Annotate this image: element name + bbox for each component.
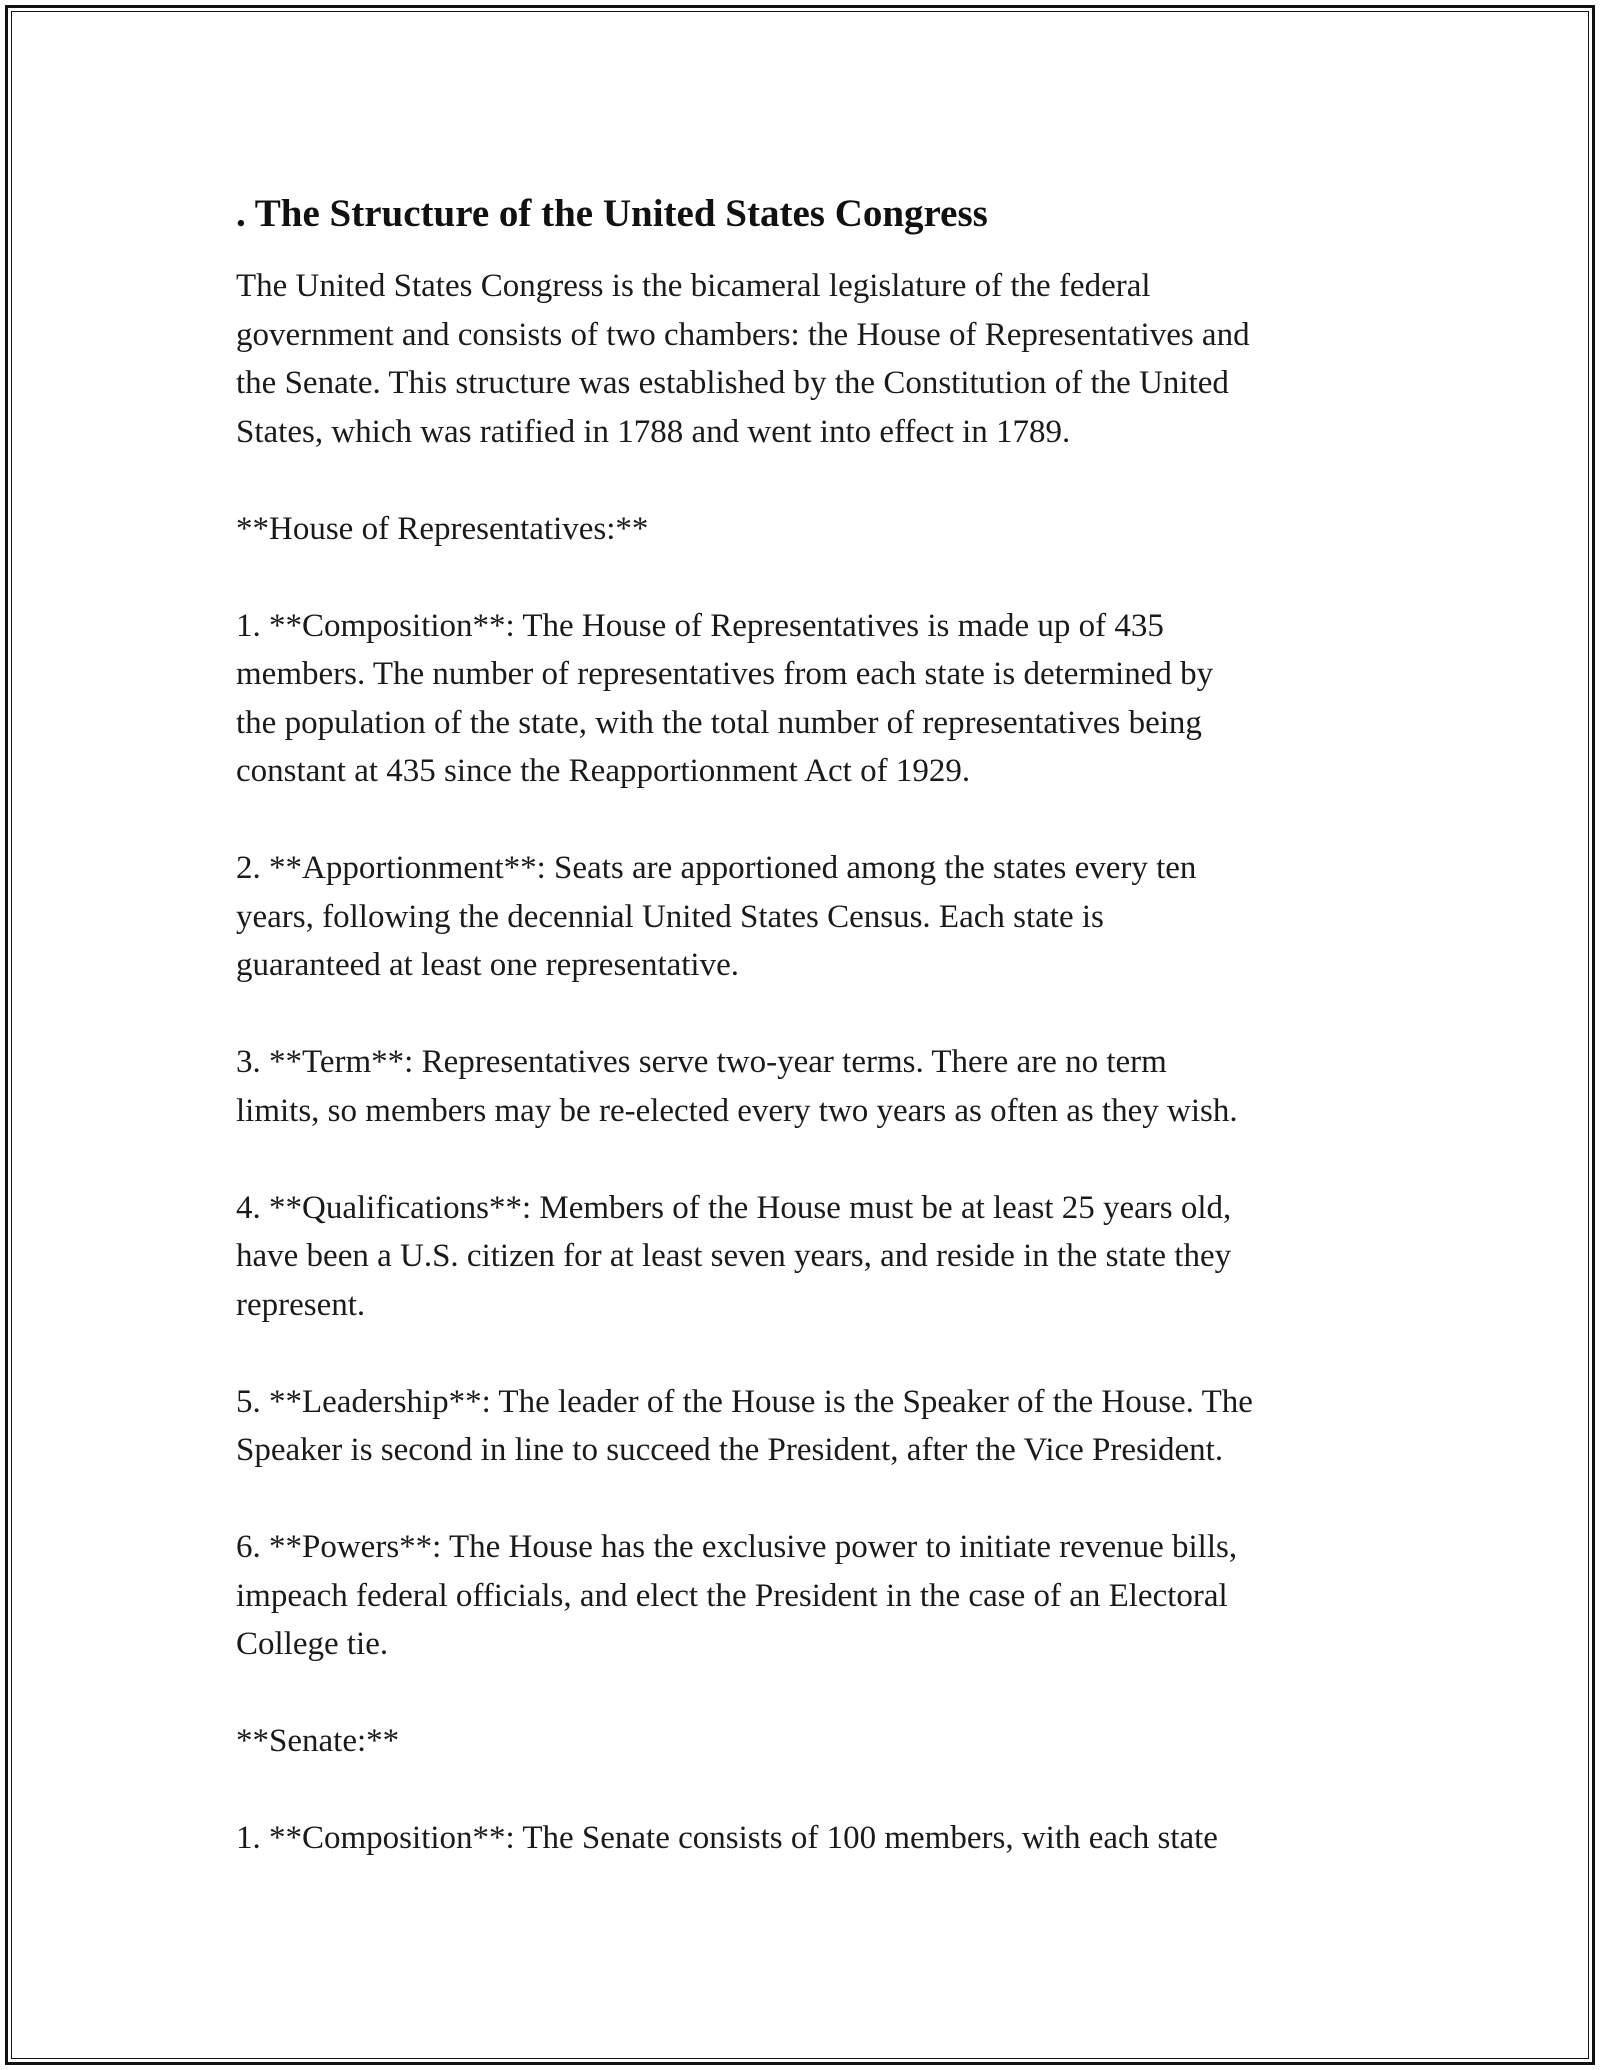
senate-heading bbox=[236, 1717, 1396, 1766]
house-powers-item bbox=[236, 1523, 1396, 1669]
text-line: States, which was ratified in 1788 and went into effect in 1789. bbox=[236, 413, 1071, 450]
house-qualifications-item bbox=[236, 1184, 1396, 1330]
house-apportionment-item bbox=[236, 844, 1396, 990]
document-body bbox=[236, 186, 1396, 1911]
text-line: 3. **Term**: Representatives serve two-year terms. There are no term bbox=[236, 1044, 1167, 1080]
text-line: government and consists of two chambers: the House of Representatives and bbox=[236, 316, 1250, 353]
section-heading: **House of Representatives:** bbox=[236, 510, 649, 547]
text-line: the population of the state, with the total number of representatives being bbox=[236, 704, 1202, 741]
text-line: 1. **Composition**: The Senate consists of 100 members, with each state bbox=[236, 1820, 1218, 1856]
text-line: 1. **Composition**: The House of Representatives is made up of 435 bbox=[236, 607, 1164, 644]
text-line: Speaker is second in line to succeed the President, after the Vice President. bbox=[236, 1432, 1224, 1468]
section-heading: **Senate:** bbox=[236, 1723, 400, 1759]
text-line: 6. **Powers**: The House has the exclusive power to initiate revenue bills, bbox=[236, 1529, 1238, 1565]
senate-composition-item bbox=[236, 1814, 1396, 1863]
text-line: impeach federal officials, and elect the President in the case of an Electoral bbox=[236, 1577, 1228, 1614]
text-line: represent. bbox=[236, 1286, 366, 1323]
house-term-item bbox=[236, 1038, 1396, 1135]
text-line: 4. **Qualifications**: Members of the House must be at least 25 years old, bbox=[236, 1189, 1232, 1226]
text-line: College tie. bbox=[236, 1626, 389, 1662]
house-composition-item bbox=[236, 602, 1396, 796]
text-line: the Senate. This structure was established by the Constitution of the United bbox=[236, 365, 1229, 401]
house-leadership-item bbox=[236, 1378, 1396, 1475]
text-line: constant at 435 since the Reapportionment Act of 1929. bbox=[236, 753, 971, 789]
intro-paragraph bbox=[236, 262, 1396, 456]
text-line: guaranteed at least one representative. bbox=[236, 947, 739, 983]
text-line: years, following the decennial United States Census. Each state is bbox=[236, 898, 1104, 935]
text-line: The United States Congress is the bicameral legislature of the federal bbox=[236, 268, 1151, 304]
house-heading bbox=[236, 505, 1396, 554]
text-line: members. The number of representatives from each state is determined by bbox=[236, 656, 1214, 692]
text-line: have been a U.S. citizen for at least seven years, and reside in the state they bbox=[236, 1238, 1232, 1274]
text-line: limits, so members may be re-elected every two years as often as they wish. bbox=[236, 1092, 1238, 1129]
text-line: 2. **Apportionment**: Seats are apportioned among the states every ten bbox=[236, 850, 1197, 886]
document-title: . The Structure of the United States Congress bbox=[236, 192, 988, 235]
text-line: 5. **Leadership**: The leader of the House is the Speaker of the House. The bbox=[236, 1383, 1253, 1420]
